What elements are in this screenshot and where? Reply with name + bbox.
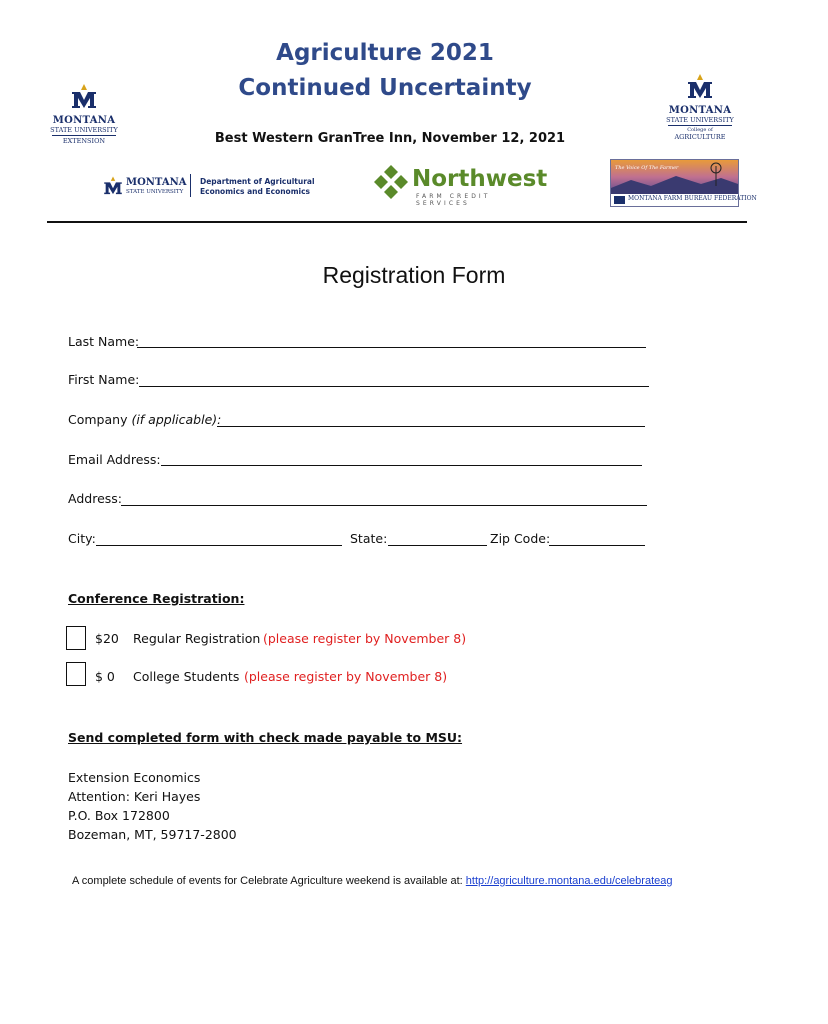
regular-registration-checkbox[interactable]: [66, 626, 86, 650]
mailing-heading: Send completed form with check made payable to MSU:: [68, 730, 463, 745]
msu-dept-sub: STATE UNIVERSITY: [126, 189, 184, 195]
msu-department-logo: [102, 174, 322, 198]
student-note: (please register by November 8): [244, 669, 448, 684]
msu-m-icon: [102, 176, 124, 196]
student-registration-checkbox[interactable]: [66, 662, 86, 686]
company-label-text: Company: [68, 412, 132, 427]
regular-label: Regular Registration: [133, 631, 261, 646]
state-line[interactable]: [388, 545, 487, 546]
first-name-label: First Name:: [68, 372, 140, 387]
footer-text: A complete schedule of events for Celebrate Agriculture weekend is available at:: [72, 875, 466, 887]
address-line[interactable]: [121, 505, 647, 506]
farm-bureau-slogan: The Voice Of The Farmer: [615, 165, 679, 171]
zip-label: Zip Code:: [490, 531, 551, 546]
first-name-line[interactable]: [139, 386, 649, 387]
northwest-leaf-icon: [372, 163, 410, 201]
city-label: City:: [68, 531, 96, 546]
state-label: State:: [350, 531, 388, 546]
company-line[interactable]: [217, 426, 645, 427]
address-label: Address:: [68, 491, 122, 506]
registration-form-title: Registration Form: [322, 262, 506, 288]
msu-logo-name: MONTANA: [668, 105, 732, 116]
montana-farm-bureau-logo: [610, 159, 757, 207]
msu-extension-logo: [48, 84, 120, 146]
mailing-address: [68, 768, 237, 844]
event-title-line2: Continued Uncertainty: [238, 75, 532, 101]
last-name-label: Last Name:: [68, 334, 140, 349]
student-label: College Students: [133, 669, 240, 684]
msu-m-icon: [69, 84, 99, 110]
city-line[interactable]: [96, 545, 342, 546]
msu-agriculture-logo: [664, 74, 736, 141]
regular-note: (please register by November 8): [263, 631, 467, 646]
zip-line[interactable]: [549, 545, 645, 546]
msu-m-icon: [685, 74, 715, 100]
footer-note: [72, 875, 673, 887]
northwest-farm-credit-logo: [372, 163, 547, 205]
msu-logo-sub: STATE UNIVERSITY: [666, 116, 734, 124]
farm-bureau-mark-icon: [614, 196, 625, 204]
mailing-line: P.O. Box 172800: [68, 808, 170, 823]
mailing-line: Extension Economics: [68, 770, 201, 785]
mailing-line: Attention: Keri Hayes: [68, 789, 201, 804]
company-label: [68, 412, 221, 427]
logo-divider: [190, 174, 191, 197]
event-title-line1: Agriculture 2021: [276, 40, 494, 66]
conference-heading: Conference Registration:: [68, 591, 245, 606]
regular-price: $20: [95, 631, 119, 646]
last-name-line[interactable]: [137, 347, 646, 348]
msu-logo-college: College of: [687, 127, 713, 133]
email-label: Email Address:: [68, 452, 161, 467]
farm-bureau-name: MONTANA FARM BUREAU FEDERATION: [628, 195, 757, 202]
msu-logo-unit: EXTENSION: [62, 137, 106, 145]
email-line[interactable]: [161, 465, 642, 466]
mailing-line: Bozeman, MT, 59717-2800: [68, 827, 237, 842]
header-divider: [47, 221, 747, 223]
msu-logo-name: MONTANA: [52, 115, 116, 126]
footer-link[interactable]: http://agriculture.montana.edu/celebrateag: [465, 875, 673, 887]
msu-dept-line2: Economics and Economics: [200, 187, 311, 196]
company-hint: (if applicable):: [131, 412, 222, 427]
northwest-name: Northwest: [412, 166, 548, 192]
msu-dept-name: MONTANA: [126, 177, 187, 188]
msu-dept-line1: Department of Agricultural: [200, 177, 315, 186]
northwest-tagline: FARM CREDIT SERVICES: [416, 193, 491, 207]
event-subtitle: Best Western GranTree Inn, November 12, 2021: [214, 131, 566, 146]
msu-logo-unit: AGRICULTURE: [674, 133, 726, 141]
msu-logo-sub: STATE UNIVERSITY: [50, 126, 118, 134]
student-price: $ 0: [95, 669, 115, 684]
